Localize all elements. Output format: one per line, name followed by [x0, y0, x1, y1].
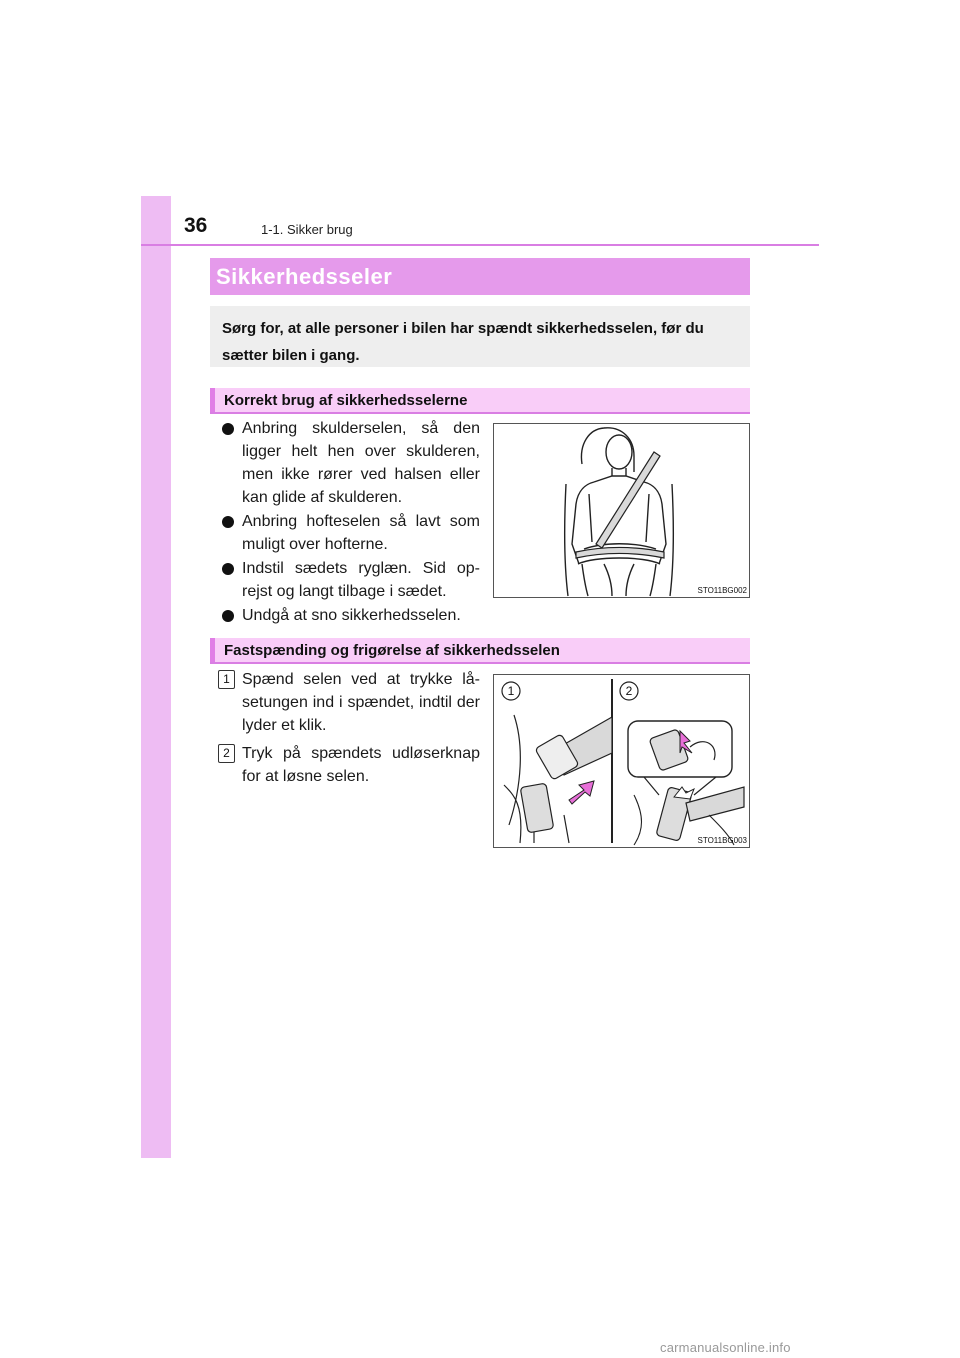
header-divider: [141, 244, 819, 246]
step-item: [218, 668, 480, 737]
step-item: [218, 742, 480, 788]
step-text: Tryk på spændets udløserknap for at løsne selen.: [242, 745, 480, 785]
list-item-text: Anbring hofteselen så lavt som muligt over hofterne.: [242, 513, 480, 553]
buckle-illustration: [494, 675, 749, 847]
breadcrumb: 1-1. Sikker brug: [261, 222, 353, 237]
figure-label-2: 2: [625, 684, 633, 698]
bullet-list: [222, 417, 480, 628]
list-item: [222, 417, 480, 509]
list-item-text: Undgå at sno sikkerhedsselen.: [242, 607, 461, 624]
step-list: [218, 668, 480, 793]
bullet-icon: [222, 610, 234, 622]
step-number: 1: [218, 670, 235, 689]
subheading-fastening-label: Fastspænding og frigørelse af sikkerhedsselen: [224, 642, 560, 659]
page-number: 36: [184, 214, 208, 237]
section-title: Sikkerhedsseler: [216, 264, 393, 289]
buckle-figure: [493, 674, 750, 848]
list-item-text: Indstil sædets ryglæn. Sid op-rejst og langt tilbage i sædet.: [242, 560, 480, 600]
seated-person-figure: [493, 423, 750, 598]
bullet-icon: [222, 563, 234, 575]
subheading-correct-use-label: Korrekt brug af sikkerhedsselerne: [224, 392, 468, 409]
step-number: 2: [218, 744, 235, 763]
subheading-accent: [210, 638, 215, 662]
subheading-correct-use: [210, 388, 750, 414]
figure-code: STO11BG003: [697, 836, 747, 845]
list-item-text: Anbring skulderselen, så den ligger helt hen over skulderen, men ikke rører ved halsen eller kan glide af skulderen.: [242, 420, 480, 506]
bullet-icon: [222, 516, 234, 528]
seated-person-illustration: [494, 424, 749, 597]
step-text: Spænd selen ved at trykke lå-setungen ind i spændet, indtil der lyder et klik.: [242, 671, 480, 734]
list-item: [222, 604, 480, 627]
bullet-icon: [222, 423, 234, 435]
figure-code: STO11BG002: [697, 586, 747, 595]
subheading-accent: [210, 388, 215, 412]
subheading-fastening: [210, 638, 750, 664]
intro-box: Sørg for, at alle personer i bilen har spændt sikkerhedsselen, før du sætter bilen i gang.: [210, 306, 750, 367]
list-item: [222, 510, 480, 556]
list-item: [222, 557, 480, 603]
section-title-bar: [210, 258, 750, 295]
side-tab: [141, 196, 171, 1158]
watermark: carmanualsonline.info: [660, 1340, 791, 1355]
figure-label-1: 1: [507, 684, 515, 698]
